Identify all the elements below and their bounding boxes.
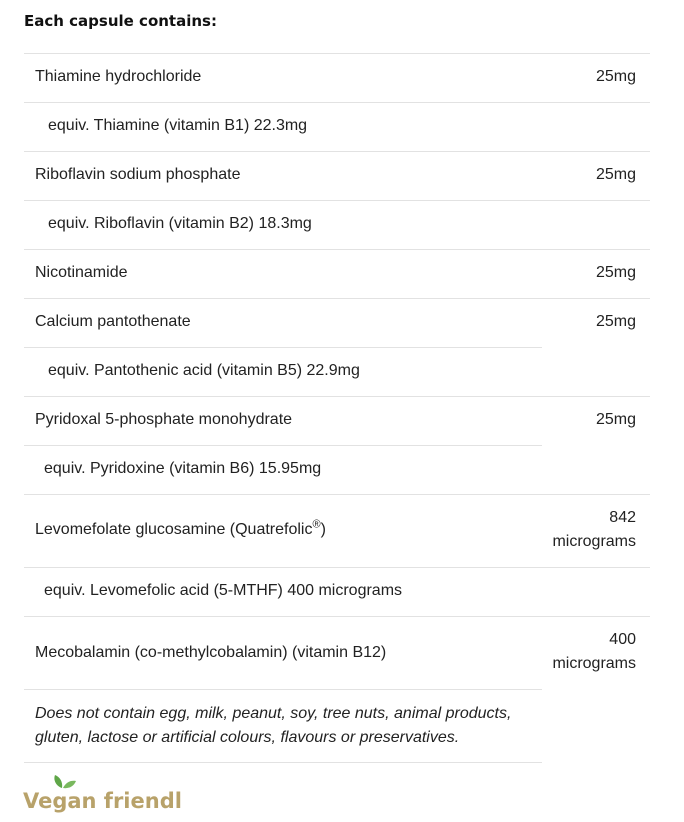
row-separator bbox=[24, 102, 650, 103]
row-separator bbox=[24, 567, 650, 568]
ingredient-name: Calcium pantothenate bbox=[35, 313, 191, 330]
row-separator bbox=[24, 762, 542, 763]
row-separator bbox=[24, 689, 542, 690]
ingredient-equivalent: equiv. Riboflavin (vitamin B2) 18.3mg bbox=[48, 215, 312, 232]
ingredient-name: Mecobalamin (co-methylcobalamin) (vitamin B12) bbox=[35, 644, 387, 661]
ingredient-name: Nicotinamide bbox=[35, 264, 128, 281]
row-separator bbox=[24, 151, 650, 152]
ingredient-amount: 400 micrograms bbox=[552, 631, 636, 672]
ingredient-equivalent: equiv. Pyridoxine (vitamin B6) 15.95mg bbox=[44, 460, 322, 477]
vegan-friendly-text: Vegan friendly bbox=[23, 789, 182, 813]
ingredient-amount: 25mg bbox=[595, 411, 636, 428]
table-row bbox=[24, 628, 650, 676]
vegan-friendly-badge bbox=[22, 774, 182, 819]
registered-mark: ® bbox=[312, 518, 321, 531]
row-separator bbox=[24, 616, 650, 617]
ingredient-equivalent: equiv. Thiamine (vitamin B1) 22.3mg bbox=[48, 117, 308, 134]
ingredient-amount: 25mg bbox=[595, 68, 636, 85]
ingredient-equivalent: equiv. Levomefolic acid (5-MTHF) 400 micrograms bbox=[44, 582, 403, 599]
ingredient-name: Pyridoxal 5-phosphate monohydrate bbox=[35, 411, 293, 428]
table-row bbox=[24, 506, 650, 554]
leaf-icon bbox=[54, 775, 76, 788]
ingredient-name: Levomefolate glucosamine (Quatrefolic®) bbox=[35, 518, 326, 538]
row-separator bbox=[24, 445, 542, 446]
row-separator bbox=[24, 53, 650, 54]
allergen-note: Does not contain egg, milk, peanut, soy, tree nuts, animal products, gluten, lactose or artificial colours, flavours or preservatives. bbox=[35, 705, 512, 746]
row-separator bbox=[24, 396, 650, 397]
row-separator bbox=[24, 494, 650, 495]
row-separator bbox=[24, 298, 650, 299]
section-heading: Each capsule contains: bbox=[24, 12, 217, 30]
ingredient-amount: 25mg bbox=[595, 264, 636, 281]
vegan-friendly-logo bbox=[22, 774, 182, 814]
ingredient-equivalent: equiv. Pantothenic acid (vitamin B5) 22.9mg bbox=[48, 362, 360, 379]
ingredient-amount: 25mg bbox=[595, 313, 636, 330]
ingredient-name: Thiamine hydrochloride bbox=[35, 68, 202, 85]
ingredient-amount: 25mg bbox=[595, 166, 636, 183]
row-separator bbox=[24, 200, 650, 201]
ingredient-name: Riboflavin sodium phosphate bbox=[35, 166, 241, 183]
row-separator bbox=[24, 347, 542, 348]
row-separator bbox=[24, 249, 650, 250]
ingredient-amount: 842 micrograms bbox=[552, 509, 636, 550]
